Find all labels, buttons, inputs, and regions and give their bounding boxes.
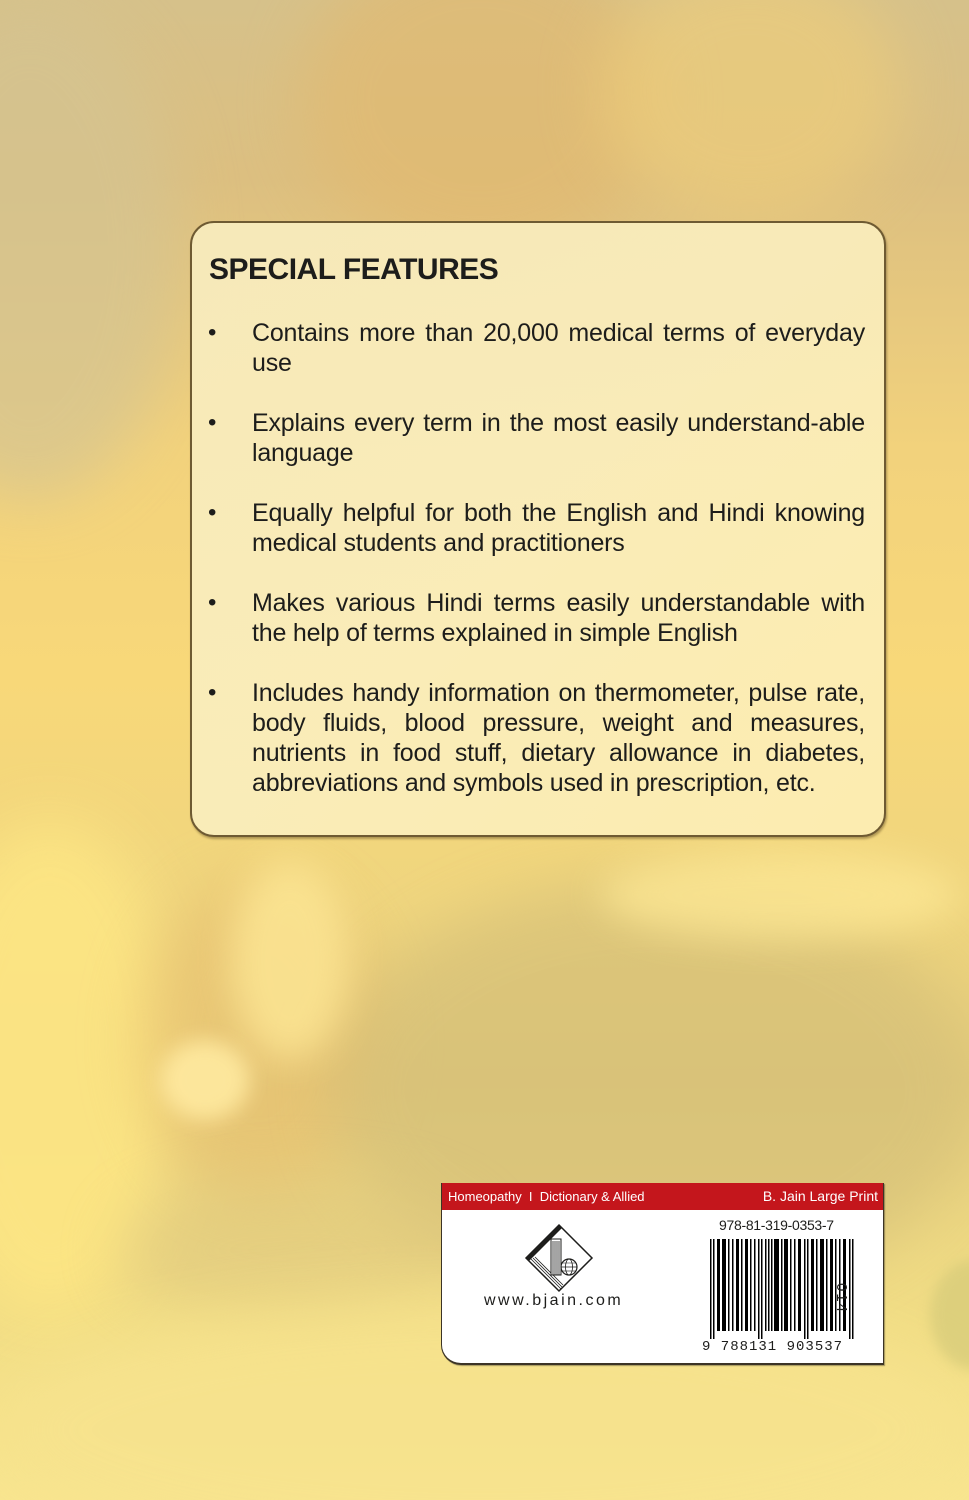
special-features-box: [190, 221, 886, 837]
bullet-icon: •: [208, 589, 217, 616]
bullet-icon: •: [208, 319, 217, 346]
feature-text: Equally helpful for both the English and Hindi knowing medical students and practitioners: [252, 499, 865, 557]
bullet-icon: •: [208, 499, 217, 526]
special-features-title: SPECIAL FEATURES: [209, 253, 499, 286]
feature-text: Explains every term in the most easily understand-able language: [252, 409, 865, 467]
feature-text: Contains more than 20,000 medical terms of everyday use: [252, 319, 865, 377]
bullet-icon: •: [208, 679, 217, 706]
feature-text: Includes handy information on thermometer, pulse rate, body fluids, blood pressure, weight and measures, nutrients in food stuff, dietary allowance in diabetes, abbreviations and symbols used in prescription, etc.: [252, 679, 865, 797]
website-link[interactable]: www.bjain.com: [484, 1292, 624, 1309]
isbn-number: 978-81-319-0353-7: [719, 1217, 834, 1233]
bullet-icon: •: [208, 409, 217, 436]
label-header-bar: [442, 1183, 883, 1210]
category-text: Homeopathy I Dictionary & Allied: [448, 1189, 645, 1204]
barcode-digits: 9 788131 903537: [702, 1339, 844, 1355]
series-text: B. Jain Large Print: [762, 1188, 878, 1204]
publisher-label-card: [441, 1183, 884, 1365]
bjain-logo-icon: [524, 1223, 594, 1293]
feature-text: Makes various Hindi terms easily understandable with the help of terms explained in simple English: [252, 589, 865, 647]
price-code: 014: [833, 1283, 850, 1315]
